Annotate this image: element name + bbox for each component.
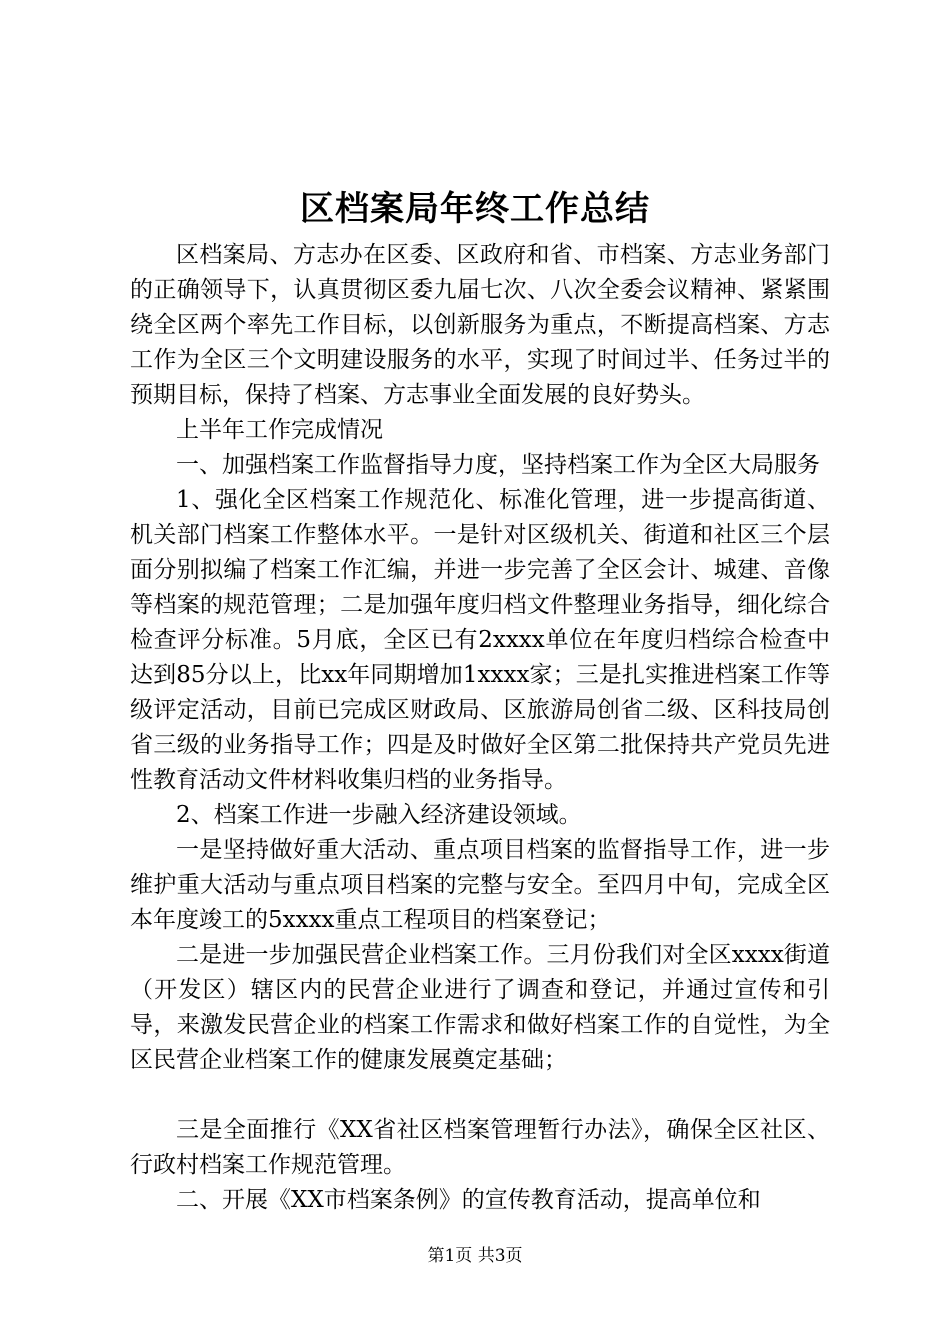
paragraph-item-2-first: 一是坚持做好重大活动、重点项目档案的监督指导工作，进一步维护重大活动与重点项目档案的完整与安全。至四月中旬，完成全区本年度竣工的5xxxx重点工程项目的档案登记； <box>130 837 830 933</box>
document-title: 区档案局年终工作总结 <box>300 189 650 229</box>
section-heading-one: 一、加强档案工作监督指导力度，坚持档案工作为全区大局服务 <box>176 452 820 478</box>
document-body <box>130 238 830 1218</box>
paragraph-item-1: 1、强化全区档案工作规范化、标准化管理，进一步提高街道、机关部门档案工作整体水平。一是针对区级机关、街道和社区三个层面分别拟编了档案工作汇编，并进一步完善了全区会计、城建、音像等档案的规范管理；二是加强年度归档文件整理业务指导，细化综合检查评分标准。5月底，全区已有2xxxx单位在年度归档综合检查中达到85分以上，比xx年同期增加1xxxx家；三是扎实推进档案工作等级评定活动，目前已完成区财政局、区旅游局创省二级、区科技局创省三级的业务指导工作；四是及时做好全区第二批保持共产党员先进性教育活动文件材料收集归档的业务指导。 <box>130 487 830 793</box>
paragraph-intro: 区档案局、方志办在区委、区政府和省、市档案、方志业务部门的正确领导下，认真贯彻区委九届七次、八次全委会议精神、紧紧围绕全区两个率先工作目标，以创新服务为重点，不断提高档案、方志工作为全区三个文明建设服务的水平，实现了时间过半、任务过半的预期目标，保持了档案、方志事业全面发展的良好势头。 <box>130 242 830 408</box>
page-footer: 第1页 共3页 <box>427 1246 523 1266</box>
paragraph-item-2-second: 二是进一步加强民营企业档案工作。三月份我们对全区xxxx街道（开发区）辖区内的民营企业进行了调查和登记，并通过宣传和引导，来激发民营企业的档案工作需求和做好档案工作的自觉性，为全区民营企业档案工作的健康发展奠定基础； <box>130 942 830 1073</box>
paragraph-item-2-third: 三是全面推行《XX省社区档案管理暂行办法》，确保全区社区、行政村档案工作规范管理。 <box>130 1117 830 1178</box>
paragraph-item-2: 2、档案工作进一步融入经济建设领域。 <box>176 802 582 828</box>
section-heading-two: 二、开展《XX市档案条例》的宣传教育活动，提高单位和 <box>176 1187 761 1213</box>
section-heading-first-half: 上半年工作完成情况 <box>176 417 383 443</box>
